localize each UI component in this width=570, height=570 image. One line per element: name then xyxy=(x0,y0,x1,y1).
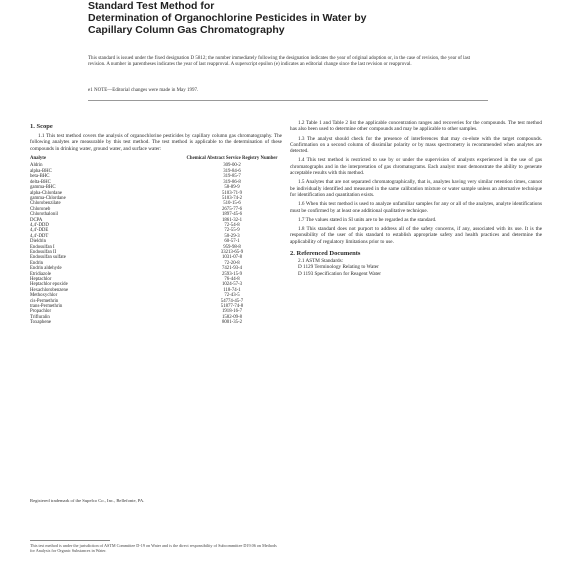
analyte-name: 4,4'-DDD xyxy=(30,222,49,228)
analyte-table-header xyxy=(30,156,282,162)
analyte-name: DCPA xyxy=(30,217,43,223)
scope-paragraph: 1.4 This test method is restricted to use by or under the supervision of analysts experienced in the use of gas chromatographs and in the interpretation of gas chromatograms. Each analyst must demonstrate the ability to generate acceptable results with this method. xyxy=(290,157,542,177)
scope-paragraph: 1.7 The values stated in SI units are to be regarded as the standard. xyxy=(298,216,437,223)
cas-number: 2675-77-6 xyxy=(222,206,242,212)
cas-number: 1031-07-8 xyxy=(222,255,242,261)
cas-number: 1582-09-8 xyxy=(222,314,242,320)
scope-paragraph: 1.8 This standard does not purport to address all of the safety concerns, if any, associated with its use. It is the responsibility of the user of this standard to establish appropriate safety and health practices and determine the applicability of regulatory limitations prior to use. xyxy=(290,226,542,245)
analyte-name: Trifluralin xyxy=(30,314,50,320)
cas-number: 72-55-9 xyxy=(224,228,240,234)
analyte-name: Endosulfan II xyxy=(30,249,57,255)
scope-paragraph: 1.5 Analytes that are not separated chromatographically, that is, analytes having very similar retention times, cannot be individually identified and measured in the same calibration mixture or water sample unless an alternative technique for identification and quantitation exists. xyxy=(290,179,542,198)
cas-number: 1918-16-7 xyxy=(222,309,242,315)
cas-number: 58-89-9 xyxy=(224,185,240,191)
trademark-footnote: Registered trademark of the Supelco Co., Inc., Bellefonte, PA. xyxy=(30,498,145,503)
analyte-name: Endrin aldehyde xyxy=(30,266,62,272)
analyte-name: Heptachlor epoxide xyxy=(30,282,68,288)
analyte-name: Aldrin xyxy=(30,163,43,169)
analyte-name: alpha-BHC xyxy=(30,168,52,174)
right-column xyxy=(290,120,542,277)
title-line: Standard Test Method for xyxy=(88,0,215,12)
analyte-name: 4,4'-DDT xyxy=(30,233,49,239)
cas-number: 8001-35-2 xyxy=(222,320,242,326)
cas-number: 33213-65-9 xyxy=(220,249,244,255)
cas-number: 1861-32-1 xyxy=(222,217,242,223)
analyte-name: Toxaphene xyxy=(30,320,51,326)
scope-paragraph: 1.2 Table 1 and Table 2 list the applicable concentration ranges and recoveries for the compounds. The test method has also been used to determine other compounds and may be applicable to other samples. xyxy=(290,120,542,133)
cas-number: 60-57-1 xyxy=(224,239,240,245)
cas-number: 118-74-1 xyxy=(223,287,241,293)
cas-number: 5103-71-9 xyxy=(222,190,242,196)
analyte-name: cis-Permethrin xyxy=(30,298,59,304)
cas-number: 1897-45-6 xyxy=(222,212,242,218)
cas-number: 319-84-6 xyxy=(223,168,241,174)
analyte-name: delta-BHC xyxy=(30,179,51,185)
cas-number: 7421-93-4 xyxy=(222,266,242,272)
analyte-name: gamma-Chlordane xyxy=(30,195,66,201)
analyte-name: alpha-Chlordane xyxy=(30,190,62,196)
section-heading-referenced-documents: 2. Referenced Documents xyxy=(290,250,361,258)
cas-column-header: Chemical Abstract Service Registry Number xyxy=(186,155,278,161)
analyte-name: Heptachlor xyxy=(30,277,52,283)
cas-number: 72-20-8 xyxy=(224,260,240,266)
reference-item: D 1193 Specification for Reagent Water xyxy=(298,270,381,277)
analyte-name: Endosulfan sulfate xyxy=(30,255,66,261)
analyte-name: Chloroneb xyxy=(30,206,51,212)
document-title xyxy=(88,0,488,36)
scope-paragraph: 1.1 This test method covers the analysis of organochlorine pesticides by capillary column gas chromatography. The following analytes are measurable by this test method. The test method is applicable to the determination of these compounds in drinking water, ground water, and surface water: xyxy=(30,133,282,152)
scope-paragraph: 1.6 When this test method is used to analyze unfamiliar samples for any or all of the analytes, analyte identifications must be confirmed by at least one additional qualitative technique. xyxy=(290,201,542,214)
analyte-name: Chlorothalonil xyxy=(30,212,58,218)
issuance-notice: This standard is issued under the fixed designation D 5812; the number immediately following the designation indicates the year of original adoption or, in the case of revision, the year of last revision. A number in parentheses indicates the year of last reapproval. A superscript epsilon (e) indicates an editorial change since the last revision or reapproval. xyxy=(88,56,471,67)
cas-number: 319-86-8 xyxy=(223,179,241,185)
cas-number: 50-29-3 xyxy=(224,233,240,239)
analyte-table-body xyxy=(30,163,282,325)
analyte-name: Chlorobenzilate xyxy=(30,201,61,207)
footnote-divider xyxy=(30,540,110,541)
cas-number: 72-43-5 xyxy=(224,293,240,299)
title-line: Determination of Organochlorine Pesticides in Water by xyxy=(88,12,367,24)
analyte-name: 4,4'-DDE xyxy=(30,228,49,234)
cas-number: 51877-74-8 xyxy=(220,304,244,310)
section-heading-scope: 1. Scope xyxy=(30,123,53,130)
analyte-name: Endrin xyxy=(30,260,44,266)
cas-number: 2593-15-9 xyxy=(222,271,242,277)
analyte-name: Etridiazole xyxy=(30,271,52,277)
reference-item: 2.1 ASTM Standards: xyxy=(298,258,344,265)
cas-number: 510-15-6 xyxy=(223,201,241,207)
editorial-note: e1 NOTE—Editorial changes were made in May 1997. xyxy=(88,88,199,93)
cas-number: 959-98-8 xyxy=(223,244,241,250)
jurisdiction-footnote: This test method is under the jurisdiction of ASTM Committee D-19 on Water and is the direct responsibility of Subcommittee D19.06 on Methods for Analysis for Organic Substances in Water. xyxy=(30,543,277,553)
cas-number: 5103-74-2 xyxy=(222,195,242,201)
analyte-name: trans-Permethrin xyxy=(30,304,63,310)
left-column xyxy=(30,120,282,326)
analyte-name: Methoxychlor xyxy=(30,293,58,299)
analyte-name: beta-BHC xyxy=(30,174,50,180)
analyte-name: gamma-BHC xyxy=(30,185,56,191)
cas-number: 1024-57-3 xyxy=(222,282,242,288)
cas-number: 319-85-7 xyxy=(223,174,241,180)
reference-item: D 1129 Terminology Relating to Water xyxy=(298,264,379,271)
analyte-name: Propachlor xyxy=(30,309,52,315)
analyte-name: Hexachlorobenzene xyxy=(30,287,69,293)
analyte-column-header: Analyte xyxy=(30,155,46,161)
header-divider xyxy=(88,100,488,101)
cas-number: 76-44-8 xyxy=(224,277,240,283)
cas-number: 72-54-8 xyxy=(224,222,240,228)
scope-paragraph: 1.3 The analyst should check for the presence of interferences that may co-elute with the target compounds. Confirmation on a second column of dissimilar polarity or by mass spectrometry is recommended when analytes are detected. xyxy=(290,135,542,155)
table-row xyxy=(30,320,282,325)
cas-number: 309-00-2 xyxy=(223,163,241,169)
analyte-name: Dieldrin xyxy=(30,239,46,245)
title-line: Capillary Column Gas Chromatography xyxy=(88,24,285,36)
analyte-name: Endosulfan I xyxy=(30,244,55,250)
cas-number: 54774-45-7 xyxy=(220,298,244,304)
